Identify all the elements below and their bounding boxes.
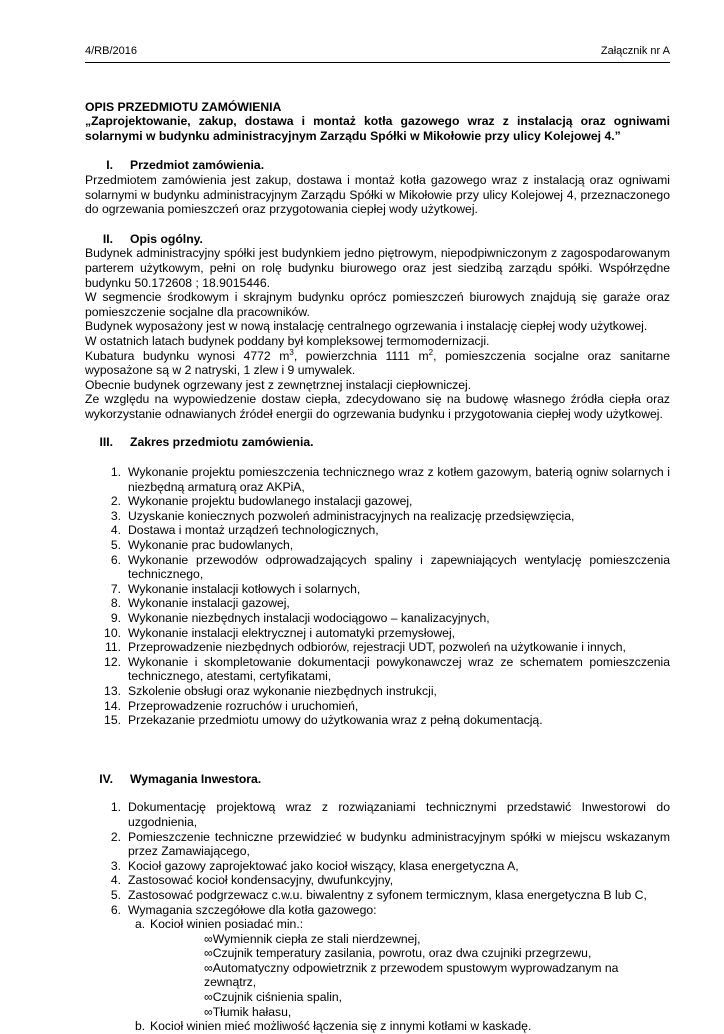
list-item-number: 3. bbox=[110, 858, 121, 873]
list-item-number: 13. bbox=[104, 683, 121, 698]
list-item-number: 15. bbox=[104, 713, 121, 728]
list-item-text: Przeprowadzenie niezbędnych odbiorów, rejestracji UDT, pozwoleń na użytkowanie i innych, bbox=[128, 640, 626, 655]
list-item bbox=[85, 699, 670, 714]
list-item-number: 12. bbox=[104, 654, 121, 669]
list-item-text: Wykonanie projektu budowlanego instalacji gazowej, bbox=[128, 494, 413, 509]
requirements-list bbox=[85, 800, 670, 917]
list-item-number: 9. bbox=[110, 611, 121, 625]
attachment-label: Załącznik nr A bbox=[600, 45, 670, 57]
list-item-number: 1. bbox=[110, 800, 121, 815]
bullet-item: ∞Czujnik temperatury zasilania, powrotu, oraz dwa czujniki przegrzewu, bbox=[204, 946, 592, 961]
section-2-paragraph: Obecnie budynek ogrzewany jest z zewnętrznej instalacji ciepłowniczej. bbox=[85, 377, 472, 392]
list-item-text: Wykonanie przewodów odprowadzających spaliny i zapewniających wentylację pomieszczenia technicznego, bbox=[128, 552, 670, 582]
list-item-number: 2. bbox=[110, 494, 121, 509]
list-item-text: Kocioł gazowy zaprojektować jako kocioł wiszący, klasa energetyczna A, bbox=[128, 858, 519, 873]
list-item bbox=[85, 611, 670, 626]
section-2-paragraph: Budynek administracyjny spółki jest budynkiem jedno piętrowym, niepodpiwniczonym z zagospodarowanym parterem użytkowym, pełni on rolę budynku biurowego oraz jest siedzibą zarządu spółki. Współrzędne budynku 50.172608 ; 18.9015446. bbox=[85, 246, 670, 290]
list-item bbox=[85, 640, 670, 655]
list-item bbox=[85, 830, 670, 859]
section-heading-4: IV. Wymagania Inwestora. bbox=[99, 771, 262, 786]
list-item-sub-a: a. Kocioł winien posiadać min.: bbox=[135, 917, 304, 932]
bullet-item: ∞Czujnik ciśnienia spalin, bbox=[204, 990, 343, 1005]
list-item-text: Przeprowadzenie rozruchów i uruchomień, bbox=[128, 698, 359, 713]
list-item-text: Uzyskanie koniecznych pozwoleń administracyjnych na realizację przedsięwzięcia, bbox=[128, 508, 575, 523]
list-item bbox=[85, 684, 670, 699]
list-item-number: 4. bbox=[110, 873, 121, 888]
list-item bbox=[85, 873, 670, 888]
list-item-text: Dostawa i montaż urządzeń technologicznych, bbox=[128, 523, 379, 538]
list-item-text: Zastosować kocioł kondensacyjny, dwufunkcyjny, bbox=[128, 873, 394, 888]
list-item bbox=[85, 553, 670, 582]
list-item-number: 10. bbox=[104, 625, 121, 640]
document-subtitle: „Zaprojektowanie, zakup, dostawa i montaż kotła gazowego wraz z instalacją oraz ogniwami solarnymi w budynku administracyjnym Zarządu Spółki w Mikołowie przy ulicy Kolejowej 4.” bbox=[85, 114, 670, 143]
document-number: 4/RB/2016 bbox=[85, 45, 137, 57]
list-item-text: Wykonanie projektu pomieszczenia technicznego wraz z kotłem gazowym, baterią ogniw solarnych i niezbędną armaturą oraz AKPiA, bbox=[128, 465, 670, 494]
section-2-paragraph: W segmencie środkowym i skrajnym budynku oprócz pomieszczeń biurowych znajdują się garaże oraz pomieszczenie socjalne dla pracowników. bbox=[85, 290, 670, 319]
list-item-text: Szkolenie obsługi oraz wykonanie niezbędnych instrukcji, bbox=[128, 683, 437, 698]
list-item-number: 5. bbox=[110, 887, 121, 902]
list-item bbox=[85, 655, 670, 684]
list-item-number: 11. bbox=[104, 640, 121, 655]
document-title: OPIS PRZEDMIOTU ZAMÓWIENIA bbox=[85, 99, 282, 114]
section-heading-2: II. Opis ogólny. bbox=[102, 231, 203, 246]
list-item-number: 1. bbox=[110, 465, 121, 480]
list-item-text: Zastosować podgrzewacz c.w.u. biwalentny z syfonem termicznym, klasa energetyczna B lub C, bbox=[128, 887, 647, 902]
list-item bbox=[85, 465, 670, 494]
list-item-text: Wykonanie i skompletowanie dokumentacji powykonawczej wraz ze schematem pomieszczenia technicznego, atestami, certyfikatami, bbox=[128, 654, 670, 684]
list-item-number: 6. bbox=[110, 552, 121, 567]
list-item-text: Dokumentację projektową wraz z rozwiązaniami technicznymi przedstawić Inwestorowi do uzgodnienia, bbox=[128, 800, 670, 829]
list-item bbox=[85, 888, 670, 903]
list-item-number: 5. bbox=[110, 538, 121, 553]
section-2-paragraph: W ostatnich latach budynek poddany był kompleksowej termomodernizacji. bbox=[85, 333, 490, 348]
section-2-paragraph: Budynek wyposażony jest w nową instalację centralnego ogrzewania i instalację ciepłej wody użytkowej. bbox=[85, 319, 648, 334]
list-item bbox=[85, 800, 670, 829]
list-item bbox=[85, 626, 670, 641]
bullet-item: ∞Automatyczny odpowietrznik z przewodem spustowym wyprowadzanym na zewnątrz, bbox=[204, 960, 619, 990]
boiler-requirements-list bbox=[85, 932, 670, 1020]
list-item bbox=[85, 596, 670, 611]
list-item-text: Wykonanie prac budowlanych, bbox=[128, 538, 294, 553]
section-heading-3: III. Zakres przedmiotu zamówienia. bbox=[99, 435, 314, 450]
document-page bbox=[85, 44, 670, 1034]
list-item bbox=[85, 903, 670, 918]
list-item-number: 8. bbox=[110, 596, 121, 611]
list-item-number: 7. bbox=[110, 581, 121, 596]
section-2-paragraph: Ze względu na wypowiedzenie dostaw ciepła, zdecydowano się na budowę własnego źródła ciepła oraz wykorzystanie odnawianych źródeł energii do ogrzewania budynku i przygotowania ciepłej wody użytkowej. bbox=[85, 392, 670, 421]
list-item-text: Pomieszczenie techniczne przewidzieć w budynku administracyjnym spółki w miejscu wskazanym przez Zamawiającego, bbox=[128, 829, 670, 859]
list-item bbox=[85, 509, 670, 524]
bullet-item: ∞Tłumik hałasu, bbox=[204, 1004, 292, 1019]
list-item-number: 6. bbox=[110, 902, 121, 917]
list-item-text: Wykonanie instalacji elektrycznej i automatyki przemysłowej, bbox=[128, 625, 456, 640]
list-item bbox=[85, 582, 670, 597]
list-item-number: 4. bbox=[110, 523, 121, 538]
list-item bbox=[85, 859, 670, 874]
section-heading-1: I. Przedmiot zamówienia. bbox=[106, 158, 265, 173]
page-header bbox=[85, 44, 670, 63]
list-item-text: Wykonanie instalacji kotłowych i solarnych, bbox=[128, 581, 361, 596]
list-item bbox=[85, 523, 670, 538]
list-item-number: 3. bbox=[110, 508, 121, 523]
list-item bbox=[85, 713, 670, 728]
bullet-item: ∞Wymiennik ciepła ze stali nierdzewnej, bbox=[204, 931, 421, 946]
section-2-building-volume: Kubatura budynku wynosi 4772 $m^3$, powierzchnia 1111 $m^2$, pomieszczenia socjalne oraz sanitarne wyposażone są w 2 natryski, 1 zlew i 9 umywalek. bbox=[85, 347, 670, 378]
scope-list bbox=[85, 465, 670, 728]
list-item-text: Wymagania szczegółowe dla kotła gazowego: bbox=[128, 902, 377, 917]
list-item bbox=[85, 494, 670, 509]
list-item-text: Przekazanie przedmiotu umowy do użytkowania wraz z pełną dokumentacją. bbox=[128, 713, 543, 728]
list-item-number: 14. bbox=[104, 698, 121, 713]
list-item-text: Wykonanie instalacji gazowej, bbox=[128, 596, 290, 611]
section-1-text: Przedmiotem zamówienia jest zakup, dostawa i montaż kotła gazowego wraz z instalacją oraz ogniwami solarnymi w budynku administracyjnym Zarządu Spółki w Mikołowie przy ulicy Kolejowej 4, przeznaczonego do ogrzewania pomieszczeń oraz przygotowania ciepłej wody użytkowej. bbox=[85, 172, 670, 217]
list-item bbox=[85, 538, 670, 553]
list-item-number: 2. bbox=[110, 829, 121, 844]
list-item-text: Wykonanie niezbędnych instalacji wodociągowo – kanalizacyjnych, bbox=[128, 611, 490, 625]
list-item-sub-b: b. Kocioł winien mieć możliwość łączenia się z innymi kotłami w kaskadę. bbox=[135, 1019, 532, 1034]
